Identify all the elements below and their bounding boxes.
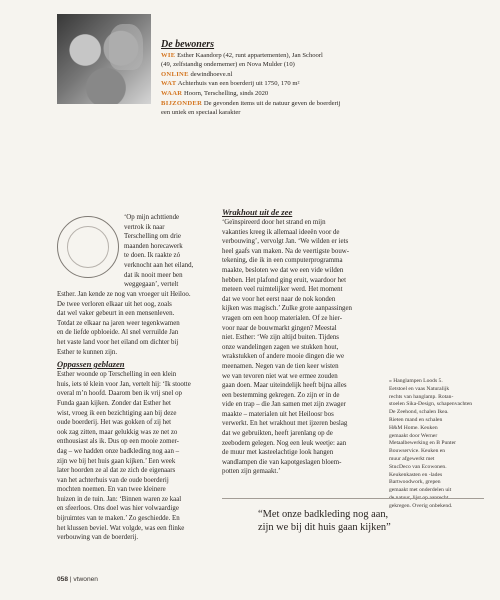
credit-line: rechts van hanglamp. Rotan- <box>389 393 454 400</box>
info-row <box>161 51 471 61</box>
text-line: mochten noemen. En van twee kleinere <box>57 486 166 494</box>
text-line: maakte, besloten we dat we een vide wilden <box>222 266 344 274</box>
text-line: enthousiast als ik. Dus op een mooie zomer- <box>57 438 179 446</box>
text-line: verbouwing van de boerderij. <box>57 534 139 542</box>
credit-line: Eetstoel en vaas Naturalijk <box>389 385 450 392</box>
text-line: potten zijn gemaakt.’ <box>222 468 281 476</box>
credit-line: Bartwoodwork, grepen <box>389 479 441 486</box>
text-line: heel gaafs van maken. Na de veertigste bouw- <box>222 247 350 255</box>
text-line: dag – we hadden onze badkleding nog aan – <box>57 447 180 455</box>
quote-line: “Met onze badkleding nog aan, <box>258 509 389 520</box>
text-line: we van tevoren niet wat we ermee zouden <box>222 372 338 380</box>
text-line: wrakstukken of andere mooie dingen die we <box>222 353 345 361</box>
text-line: later hoorden ze al dat ze zich de eigenaars <box>57 467 176 475</box>
info-rows <box>161 51 471 118</box>
credit-line: Keukenkasten en -lades <box>389 471 443 478</box>
text-line: maakte – materialen uit het Heiloosr bos <box>222 410 334 418</box>
text-line: Totdat ze elkaar na jaren weer tegenkwamen <box>57 319 180 327</box>
text-line: verknocht aan het eiland, <box>124 261 194 269</box>
text-line: ook zag zitten, maar gelukkig was ze net zo <box>57 428 178 436</box>
text-line: Funda gaan kijken. Zonder dat Esther het <box>57 399 171 407</box>
quote-line: zijn we bij dit huis gaan kijken” <box>258 521 391 533</box>
text-line: vakanties kreeg ik allemaal ideeën voor de <box>222 228 340 236</box>
subhead-oppassen: Oppassen geblazen <box>57 359 125 370</box>
column-left-bottom <box>57 370 212 543</box>
text-line: vide en trap – die Jan samen met zijn zwager <box>222 401 346 409</box>
text-line: De twee verloren elkaar uit het oog, zoals <box>57 300 172 308</box>
text-line: Esther te kunnen zijn. <box>57 348 118 356</box>
residents-info <box>161 40 471 118</box>
text-line: huis, iets té klein voor Jan, vertelt hij: ‘Ik stootte <box>57 380 191 388</box>
photo-credits <box>389 378 485 511</box>
text-line: Esther. Jan kende ze nog van vroeger uit Heiloo. <box>57 291 191 298</box>
credit-line: H&M Home. Keuken <box>389 424 438 431</box>
text-line: oude boerderij. Het was gokken of zij het <box>57 419 172 427</box>
text-line: onze wandelingen zagen we stukken hout, <box>222 343 339 351</box>
text-line: een bestemming gekregen. Zo zijn er in de <box>222 391 340 399</box>
page-footer <box>57 576 98 583</box>
info-value: (49, zelfstandig ondernemer) en Nova Mulder (10) <box>161 61 295 69</box>
quote-divider <box>222 498 484 499</box>
text-line: hebben. Het plafond ging eruit, waardoor het <box>222 276 346 284</box>
info-value: De gevonden items uit de natuur geven de boerderij <box>203 99 341 107</box>
credit-line: Metaalbewerking en B Punter <box>389 440 456 447</box>
info-value: Achterhuis van een boerderij uit 1750, 170 m² <box>177 80 300 88</box>
credit-line: StucDeco van Ecowonen. <box>389 463 447 470</box>
text-line: voor naar de bouwmarkt gingen? Meestal <box>222 324 337 332</box>
credit-line: stoelen Sika-Design, schapenvachten <box>389 401 473 408</box>
text-line: dat we voor het eerst naar de nok konden <box>222 295 336 303</box>
text-line: dat wel vaker gebeurt in een mensenleven. <box>57 310 175 318</box>
text-line: te doen. Ik raakte zó <box>124 252 181 260</box>
text-line: tekening, die ik in een computerprogramma <box>222 257 343 265</box>
text-line: zijn we bij het huis gaan kijken.’ Een week <box>57 457 176 465</box>
info-row <box>161 79 471 89</box>
text-line: van het achterhuis van de oude boerderij <box>57 476 169 484</box>
info-value: dewindhoeve.nl <box>190 70 233 78</box>
info-row <box>161 99 471 109</box>
text-line: gaan doen. Maar uiteindelijk heeft bijna alles <box>222 382 347 390</box>
text-line: ‘Op mijn achttiende <box>124 214 180 221</box>
info-key: BIJZONDER <box>161 99 203 107</box>
info-key: WAAR <box>161 89 183 97</box>
column-middle <box>222 207 380 477</box>
credit-line: De Zeehond, schalen Ikea. <box>389 409 449 416</box>
residents-photo <box>57 14 151 104</box>
credit-line: Bouwservice. Keuken en <box>389 448 446 455</box>
text-line: verwerkt. En het wrakhout met ijzeren beslag <box>222 420 348 428</box>
pull-quote <box>258 509 488 534</box>
footer-separator: | <box>69 576 74 583</box>
credit-line: gekregen. Overig onbekend. <box>389 502 453 509</box>
text-line: Terschelling om drie <box>124 233 181 241</box>
text-line: en de liefde opbloeide. Al snel verruilde Jan <box>57 329 179 337</box>
text-line: overal m’n hoofd. Daarom ben ik vrij snel op <box>57 390 182 398</box>
text-line: wist, vroeg ik een bezichtiging aan bij deze <box>57 409 177 417</box>
credit-line: « Hanglampen Loods 5. <box>389 378 443 384</box>
column-left <box>57 290 212 543</box>
text-line: verbouwing’, vervolgt Jan. ‘We wilden er iets <box>222 238 349 246</box>
magazine-name: vtwonen <box>73 576 98 583</box>
text-line: Esther woonde op Terschelling in een klein <box>57 371 177 379</box>
credit-line: Rieten mand en schalen <box>389 416 443 423</box>
info-value: Hoorn, Terschelling, sinds 2020 <box>184 89 269 97</box>
page-number: 058 <box>57 576 69 583</box>
text-line: meenamen. Negen van de tien keer wisten <box>222 362 339 370</box>
column-left-top <box>57 290 212 357</box>
text-line: dat we gebruikten, heeft jarenlang op de <box>222 430 333 438</box>
text-line: vertrok ik naar <box>124 223 165 231</box>
text-line: weggegaan’, vertelt <box>124 281 179 289</box>
info-key: WAT <box>161 80 177 88</box>
text-line: het vaste land voor het eiland om dichter bij <box>57 338 179 346</box>
intro-text <box>124 213 204 290</box>
info-heading: De bewoners <box>161 39 215 50</box>
drop-cap-letter <box>57 216 119 278</box>
text-line: de muur met kasteelachtige look hangen <box>222 449 334 457</box>
info-row <box>161 89 471 99</box>
text-line: huizen in de tuin. Jan: ‘Binnen waren ze kaal <box>57 495 182 503</box>
credit-line: gemaakt door Werner <box>389 432 438 439</box>
info-row <box>161 60 471 70</box>
info-row <box>161 108 471 118</box>
text-line: vragen om een hoop materialen. Of ze hier- <box>222 314 343 322</box>
text-line: maanden horecawerk <box>124 242 183 250</box>
text-line: ‘Geïnspireerd door het strand en mijn <box>222 219 326 226</box>
text-line: kijken was magisch.’ Zulke grote aanpassingen <box>222 305 352 313</box>
text-line: bijruimtes van te maken.’ Zo geschiedde. En <box>57 515 180 523</box>
credit-line: muur afgewerkt met <box>389 455 435 462</box>
subhead-wrakhout: Wrakhout uit de zee <box>222 207 293 217</box>
info-key: ONLINE <box>161 70 189 78</box>
text-line: wandlampen die van kapotgeslagen bloem- <box>222 458 342 466</box>
info-key: WIE <box>161 51 176 59</box>
text-line: niet. Esther: ‘We zijn altijd buiten. Tijdens <box>222 334 339 342</box>
credit-line: gemaakt met onderdelen uit <box>389 487 452 494</box>
text-line: zeebodem gelegen. Nog een leuk weetje: aan <box>222 439 347 447</box>
photo-hand-shape <box>109 24 143 70</box>
info-row <box>161 70 471 80</box>
info-value: een uniek en speciaal karakter <box>161 109 241 117</box>
text-line: het klussen beviel. Wat volgde, was een flinke <box>57 524 185 532</box>
text-line: en sfeerloos. Ons doel was hier volwaardige <box>57 505 179 513</box>
info-value: Esther Kaandorp (42, runt appartementen), Jan Schoorl <box>177 51 323 59</box>
text-line: meteen veel ruimtelijker werd. Het moment <box>222 286 343 294</box>
text-line: dat ik nooit meer ben <box>124 271 183 279</box>
column-middle-text <box>222 218 380 477</box>
